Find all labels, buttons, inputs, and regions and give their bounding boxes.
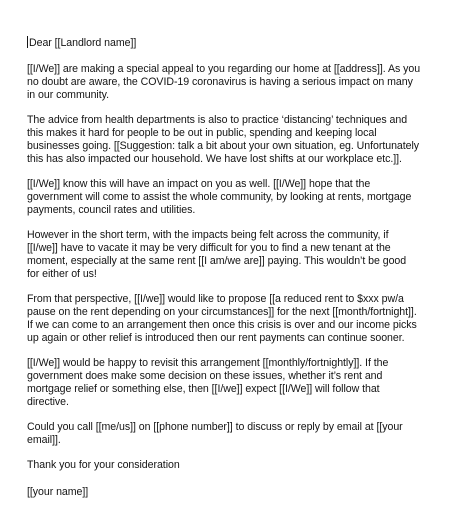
letter-body — [27, 36, 467, 511]
text-cursor — [27, 36, 28, 48]
paragraph-appeal: [[I/We]] are making a special appeal to you regarding our home at [[address]]. As you no doubt are aware, the COVID-19 coronavirus is having a serious impact on many in our community. — [27, 63, 421, 101]
paragraph-proposal: From that perspective, [[I/we]] would like to propose [[a reduced rent to $xxx pw/a pause on the rent depending on your circumstances]] for the next [[month/fortnight]]. If we can come to an arrangement then once this crisis is over and our income picks up again or other relief is introduced then our rent payments can continue sooner. — [27, 293, 417, 344]
paragraph-short-term: However in the short term, with the impacts being felt across the community, if [[I/we]] have to vacate it may be very difficult for you to find a new tenant at the moment, especially at the same rent [[I am/we are]] paying. This wouldn’t be good for either of us! — [27, 229, 407, 280]
closing-line: Thank you for your consideration — [27, 459, 180, 471]
paragraph-distancing: The advice from health departments is also to practice ‘distancing’ techniques and this makes it hard for people to be out in public, spending and keeping local businesses going. [[Suggestion: talk a bit about your own situation, eg. Unfortunately this has also impacted our household. We have lost shifts at our workplace etc.]]. — [27, 114, 420, 165]
paragraph-revisit: [[I/We]] would be happy to revisit this arrangement [[monthly/fortnightly]]. If the government does make some decision on these issues, whether it’s rent and mortgage relief or something else, then [[I/we]] expect [[I/We]] will follow that directive. — [27, 357, 389, 408]
paragraph-contact: Could you call [[me/us]] on [[phone number]] to discuss or reply by email at [[your email]]. — [27, 421, 403, 446]
salutation-line — [27, 36, 467, 50]
paragraph-impact: [[I/We]] know this will have an impact on you as well. [[I/We]] hope that the government will come to assist the whole community, by looking at rents, mortgage payments, council rates and utilities. — [27, 178, 412, 216]
signature-line: [[your name]] — [27, 486, 89, 498]
salutation-text: Dear [[Landlord name]] — [29, 37, 137, 49]
